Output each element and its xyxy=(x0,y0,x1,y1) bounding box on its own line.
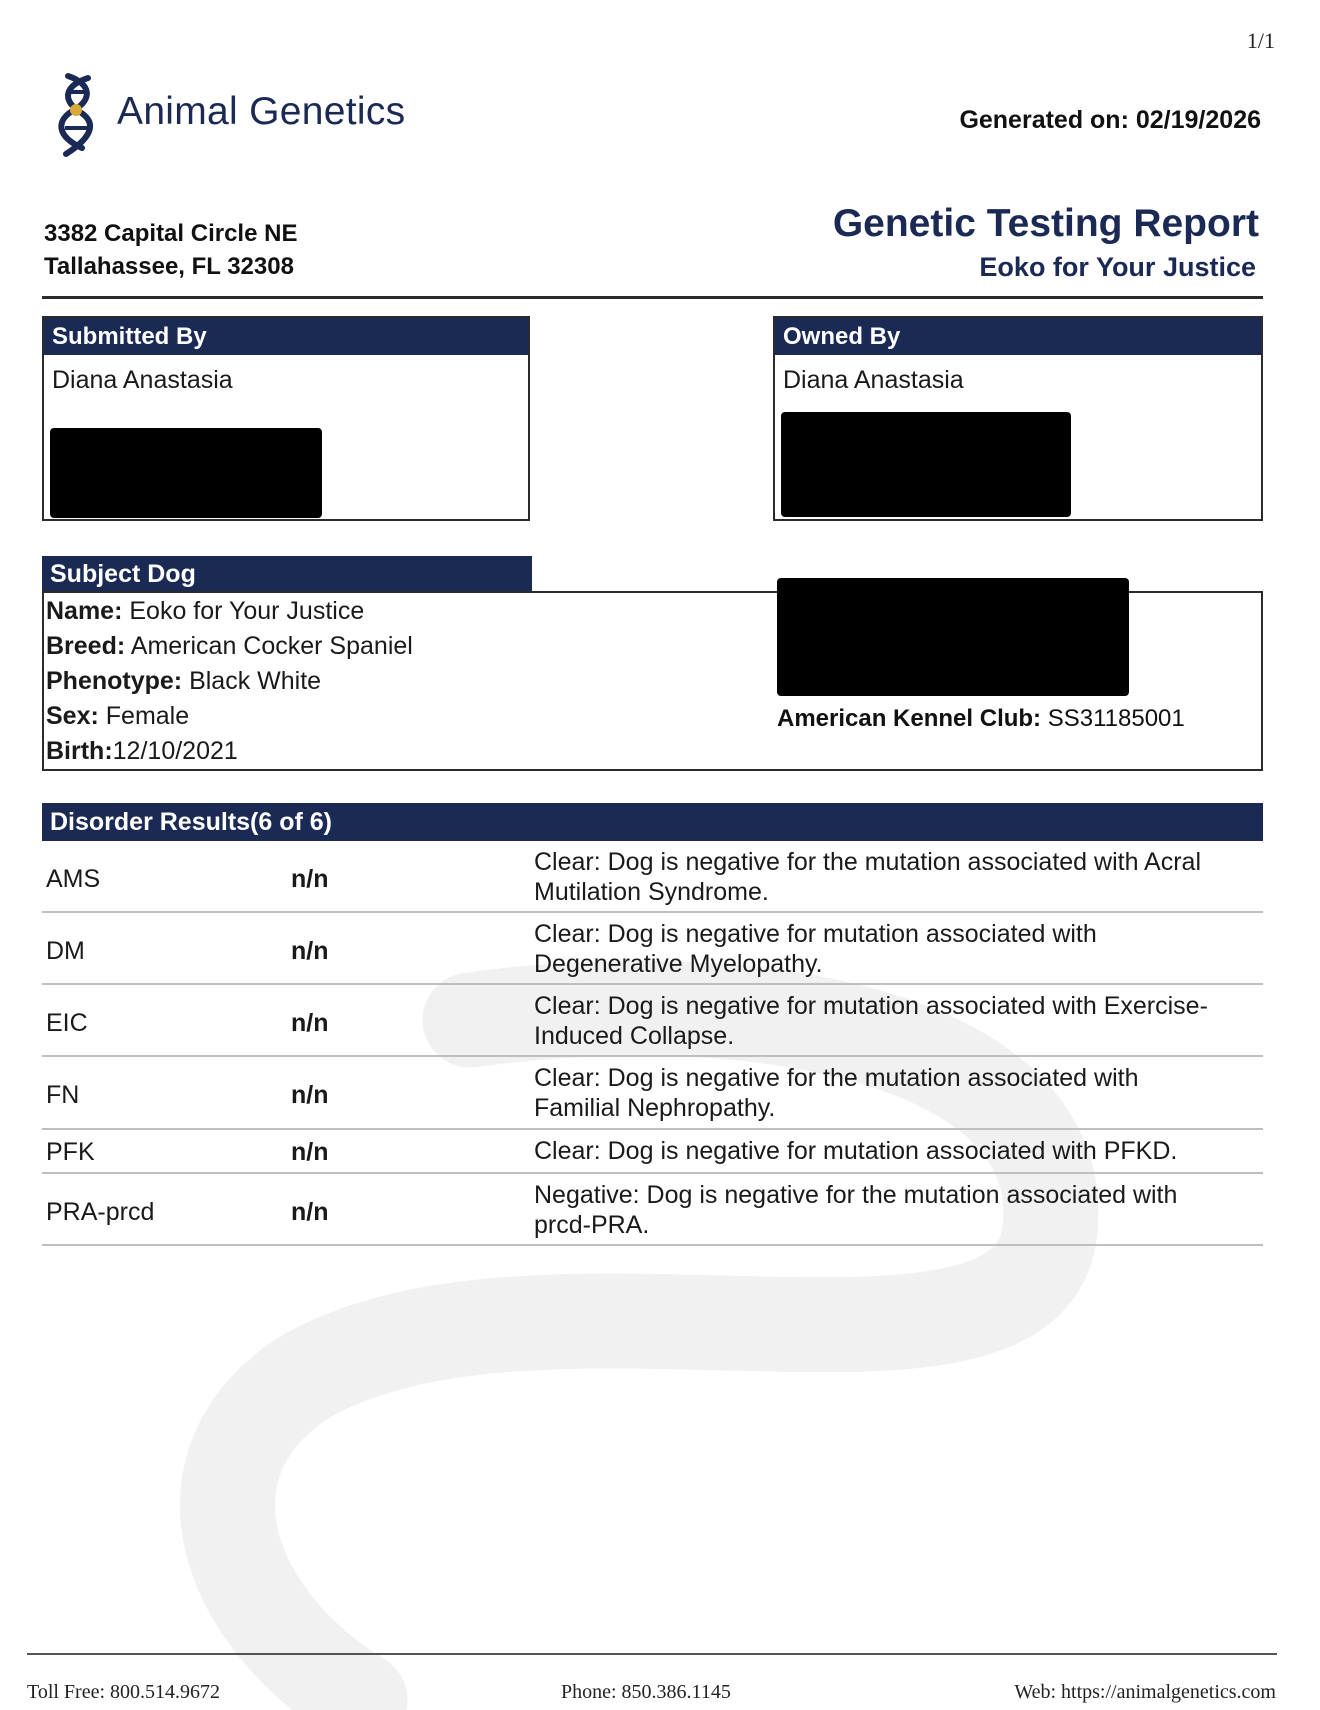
page-number: 1/1 xyxy=(1246,28,1275,53)
generated-date xyxy=(959,106,1261,135)
genotype: n/n xyxy=(291,1198,329,1226)
report-title: Genetic Testing Report xyxy=(832,202,1259,245)
footer-phone: Phone: 850.386.1145 xyxy=(561,1681,731,1703)
genotype: n/n xyxy=(291,1009,329,1037)
dog-phenotype-field xyxy=(46,667,321,696)
table-row xyxy=(42,1130,1263,1174)
result-line: Clear: Dog is negative for mutation associated with PFKD. xyxy=(534,1137,1178,1165)
genotype: n/n xyxy=(291,1081,329,1109)
submitted-by-name: Diana Anastasia xyxy=(52,366,233,394)
owned-by-box xyxy=(773,316,1263,521)
field-label: Sex: xyxy=(46,702,99,730)
field-value: Black White xyxy=(189,667,322,695)
genotype: n/n xyxy=(291,865,329,893)
field-value: Eoko for Your Justice xyxy=(129,597,365,625)
result-line: Clear: Dog is negative for the mutation associated with xyxy=(534,1064,1139,1092)
result-line: prcd-PRA. xyxy=(534,1211,650,1239)
dog-name-field xyxy=(46,597,364,626)
redacted-block xyxy=(777,578,1129,696)
result-line: Clear: Dog is negative for mutation associated with xyxy=(534,920,1097,948)
brand-name: Animal Genetics xyxy=(117,90,406,133)
submitted-by-heading: Submitted By xyxy=(44,318,528,355)
result-line: Clear: Dog is negative for mutation associated with Exercise- xyxy=(534,992,1208,1020)
result-description xyxy=(534,1136,1259,1166)
footer-divider xyxy=(27,1653,1277,1655)
dog-birth-field xyxy=(46,737,238,766)
subject-dog-heading: Subject Dog xyxy=(42,556,532,592)
table-row xyxy=(42,1057,1263,1130)
result-line: Clear: Dog is negative for the mutation associated with Acral xyxy=(534,848,1202,876)
disorder-code: PRA-prcd xyxy=(46,1198,155,1226)
table-row xyxy=(42,985,1263,1057)
kennel-club-registration xyxy=(777,705,1185,733)
disorder-results-heading: Disorder Results(6 of 6) xyxy=(42,803,1263,841)
table-row xyxy=(42,841,1263,913)
field-label: Phenotype: xyxy=(46,667,183,695)
result-line: Induced Collapse. xyxy=(534,1022,735,1050)
field-value: American Cocker Spaniel xyxy=(130,632,413,660)
genotype: n/n xyxy=(291,937,329,965)
disorder-code: FN xyxy=(46,1081,80,1109)
field-value: Female xyxy=(105,702,190,730)
result-description xyxy=(534,1063,1259,1123)
field-value: 12/10/2021 xyxy=(112,737,238,765)
disorder-code: DM xyxy=(46,937,85,965)
result-line: Familial Nephropathy. xyxy=(534,1094,776,1122)
genotype: n/n xyxy=(291,1138,329,1166)
result-description xyxy=(534,1180,1259,1240)
address-line-2: Tallahassee, FL 32308 xyxy=(44,253,294,280)
submitted-by-box xyxy=(42,316,530,521)
redacted-block xyxy=(50,428,322,518)
dna-logo-icon xyxy=(52,70,100,160)
header-divider xyxy=(42,296,1263,299)
disorder-code: EIC xyxy=(46,1009,88,1037)
result-line: Degenerative Myelopathy. xyxy=(534,950,823,978)
result-description xyxy=(534,847,1259,907)
result-description xyxy=(534,991,1259,1051)
result-description xyxy=(534,919,1259,979)
footer-toll-free: Toll Free: 800.514.9672 xyxy=(27,1681,221,1703)
result-line: Mutilation Syndrome. xyxy=(534,878,769,906)
table-row xyxy=(42,913,1263,985)
owned-by-heading: Owned By xyxy=(775,318,1261,355)
disorder-code: AMS xyxy=(46,865,101,893)
table-row xyxy=(42,1174,1263,1246)
redacted-block xyxy=(781,412,1071,517)
result-line: Negative: Dog is negative for the mutation associated with xyxy=(534,1181,1178,1209)
field-label: Name: xyxy=(46,597,123,625)
field-label: Birth: xyxy=(46,737,113,765)
generated-value: 02/19/2026 xyxy=(1135,106,1261,134)
field-label: Breed: xyxy=(46,632,126,660)
address-line-1: 3382 Capital Circle NE xyxy=(44,220,298,247)
owned-by-name: Diana Anastasia xyxy=(783,366,964,394)
disorder-code: PFK xyxy=(46,1138,95,1166)
footer-web-link[interactable]: Web: https://animalgenetics.com xyxy=(1014,1681,1276,1703)
report-subject: Eoko for Your Justice xyxy=(979,252,1256,282)
generated-label: Generated on: xyxy=(959,106,1129,134)
dog-breed-field xyxy=(46,632,413,661)
registry-value: SS31185001 xyxy=(1047,705,1185,732)
registry-label: American Kennel Club: xyxy=(777,705,1042,732)
dog-sex-field xyxy=(46,702,189,731)
